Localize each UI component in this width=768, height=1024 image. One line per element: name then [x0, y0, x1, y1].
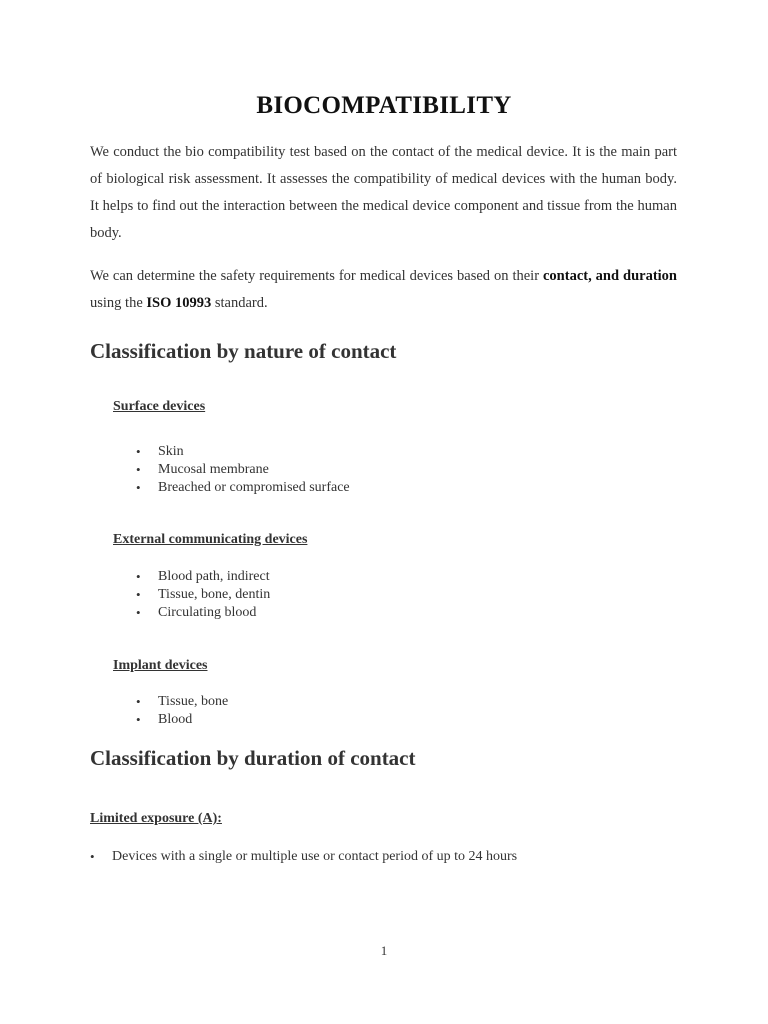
list-item: • Tissue, bone: [136, 693, 228, 711]
bullet-list-implant: [136, 693, 228, 729]
paragraph-text: standard.: [211, 295, 268, 311]
subheading-implant-devices: Implant devices: [113, 658, 208, 673]
bullet-list-surface: [136, 443, 350, 497]
list-item: • Circulating blood: [136, 604, 270, 622]
list-item: • Blood path, indirect: [136, 568, 270, 586]
list-item: • Devices with a single or multiple use or contact period of up to 24 hours: [90, 848, 517, 866]
list-item: • Skin: [136, 443, 350, 461]
bold-text: contact, and duration: [542, 268, 677, 284]
page-number: 1: [380, 943, 388, 958]
intro-paragraph: We conduct the bio compatibility test based on the contact of the medical device. It is the main part of biological risk assessment. It assesses the compatibility of medical devices with the human body. It helps to find out the interaction between the medical device component and tissue from the human body.: [90, 144, 677, 241]
list-item: • Breached or compromised surface: [136, 479, 350, 497]
paragraph-text: using the: [90, 295, 147, 311]
section-heading-duration: Classification by duration of contact: [90, 746, 416, 770]
standard-paragraph: [90, 263, 677, 317]
list-item: • Mucosal membrane: [136, 461, 350, 479]
list-item: • Tissue, bone, dentin: [136, 586, 270, 604]
section-heading-nature: Classification by nature of contact: [90, 339, 397, 363]
subheading-limited-exposure: Limited exposure (A):: [90, 811, 222, 826]
bullet-list-limited-exposure: [90, 848, 517, 866]
list-item: • Blood: [136, 711, 228, 729]
document-title: BIOCOMPATIBILITY: [256, 92, 512, 119]
paragraph-text: We can determine the safety requirements for medical devices based on their: [90, 268, 543, 284]
subheading-surface-devices: Surface devices: [113, 399, 206, 414]
bullet-list-external: [136, 568, 270, 622]
subheading-external-devices: External communicating devices: [113, 532, 308, 547]
bold-text: ISO 10993: [146, 295, 212, 311]
